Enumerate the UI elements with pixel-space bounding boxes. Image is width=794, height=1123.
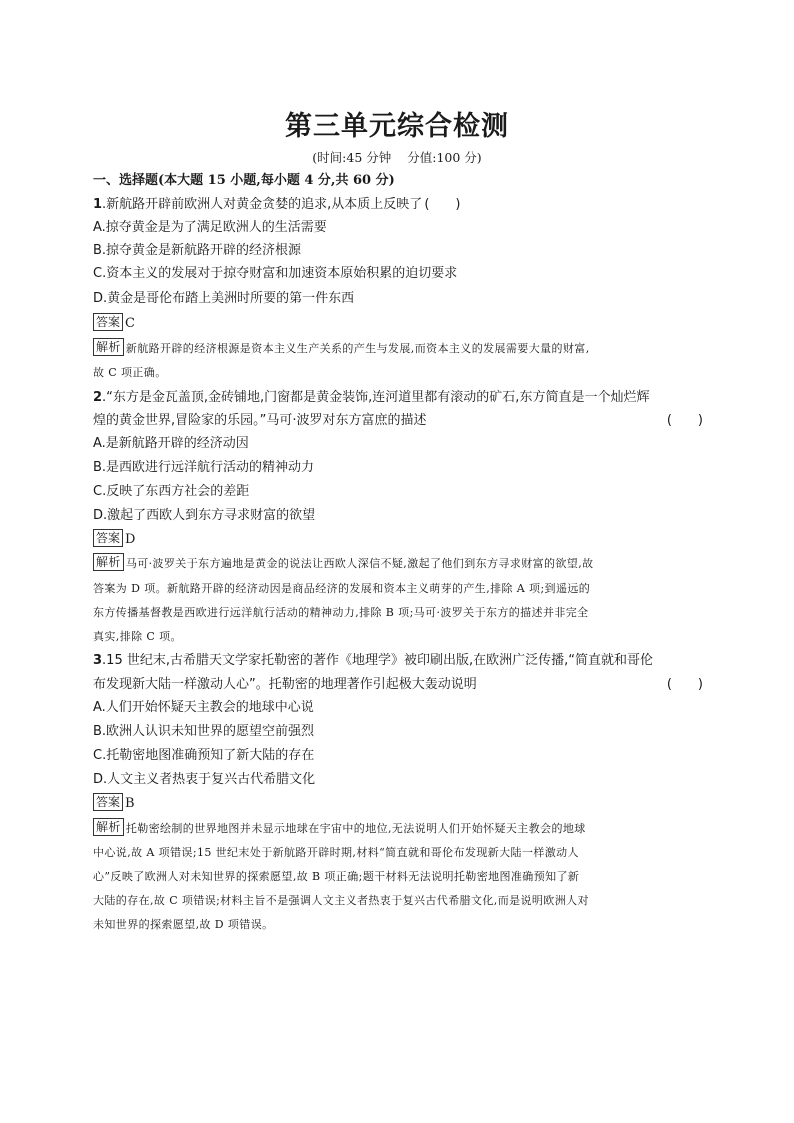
answer-blank: ( ) xyxy=(666,413,703,428)
q3-explanation-line: 未知世界的探索愿望,故 D 项错误。 xyxy=(93,918,274,931)
q2-option-d: D.激起了西欧人到东方寻求财富的欲望 xyxy=(93,508,316,523)
q3-option-c: C.托勒密地图准确预知了新大陆的存在 xyxy=(93,748,315,763)
answer-tag: 答案 xyxy=(93,529,123,547)
q1-option-c: C.资本主义的发展对于掠夺财富和加速资本原始积累的迫切要求 xyxy=(93,266,458,281)
question-3-stem-cont: 布发现新大陆一样激动人心”。托勒密的地理著作引起极大轰动说明 ( ) xyxy=(93,674,703,696)
q2-explanation-line: 真实,排除 C 项。 xyxy=(93,630,182,643)
total-score: 分值:100 分) xyxy=(407,150,482,165)
explanation-tag: 解析 xyxy=(93,818,124,836)
q2-answer: 答案 D xyxy=(93,529,703,551)
explanation-tag: 解析 xyxy=(93,553,124,571)
answer-tag: 答案 xyxy=(93,313,123,331)
q3-explanation-line: 中心说,故 A 项错误;15 世纪末处于新航路开辟时期,材料“简直就和哥伦布发现新大陆一样激动人 xyxy=(93,846,579,859)
question-1-stem: 1.新航路开辟前欧洲人对黄金贪婪的追求,从本质上反映了 ( ) xyxy=(93,197,461,212)
section-heading: 一、选择题(本大题 15 小题,每小题 4 分,共 60 分) xyxy=(93,173,395,188)
answer-blank: ( ) xyxy=(424,197,461,212)
q3-option-b: B.欧洲人认识未知世界的愿望空前强烈 xyxy=(93,724,315,739)
q2-explanation-line: 东方传播基督教是西欧进行远洋航行活动的精神动力,排除 B 项;马可·波罗关于东方的描述并非完全 xyxy=(93,606,589,619)
question-number: 1 xyxy=(93,197,103,212)
page-title: 第三单元综合检测 xyxy=(285,111,509,142)
q2-option-a: A.是新航路开辟的经济动因 xyxy=(93,436,249,451)
q2-option-c: C.反映了东西方社会的差距 xyxy=(93,484,250,499)
time-limit: (时间:45 分钟 xyxy=(312,150,392,165)
answer-tag: 答案 xyxy=(93,793,123,811)
q3-explanation-line: 大陆的存在,故 C 项错误;材料主旨不是强调人文主义者热衷于复兴古代希腊文化,而是说明欧洲人对 xyxy=(93,894,589,907)
question-2-stem-cont: 煌的黄金世界,冒险家的乐园。”马可·波罗对东方富庶的描述 ( ) xyxy=(93,410,703,432)
q1-option-b: B.掠夺黄金是新航路开辟的经济根源 xyxy=(93,243,302,258)
q3-answer: 答案 B xyxy=(93,793,703,815)
q2-explanation-line: 解析 马可·波罗关于东方遍地是黄金的说法让西欧人深信不疑,激起了他们到东方寻求财富的欲望,故 xyxy=(93,552,703,576)
answer-blank: ( ) xyxy=(666,677,703,692)
q3-explanation-line: 解析 托勒密绘制的世界地图并未显示地球在宇宙中的地位,无法说明人们开始怀疑天主教会的地球 xyxy=(93,817,703,841)
question-3-stem: 3.15 世纪末,古希腊天文学家托勒密的著作《地理学》被印刷出版,在欧洲广泛传播,“简直就和哥伦 xyxy=(93,653,653,668)
q1-answer: 答案 C xyxy=(93,313,703,335)
exam-info xyxy=(0,148,794,166)
q1-explanation-line: 解析 新航路开辟的经济根源是资本主义生产关系的产生与发展,而资本主义的发展需要大量的财富, xyxy=(93,337,703,361)
explanation-tag: 解析 xyxy=(93,338,124,356)
q2-explanation-line: 答案为 D 项。新航路开辟的经济动因是商品经济的发展和资本主义萌芽的产生,排除 A 项;到遥远的 xyxy=(93,582,591,595)
question-2-stem: 2.“东方是金瓦盖顶,金砖铺地,门窗都是黄金装饰,连河道里都有滚动的矿石,东方简直是一个灿烂辉 xyxy=(93,390,650,405)
q3-explanation-line: 心”反映了欧洲人对未知世界的探索愿望,故 B 项正确;题干材料无法说明托勒密地图准确预知了新 xyxy=(93,870,580,883)
question-number: 2 xyxy=(93,390,103,405)
q3-option-d: D.人文主义者热衷于复兴古代希腊文化 xyxy=(93,772,316,787)
q1-explanation-line: 故 C 项正确。 xyxy=(93,366,167,379)
q1-option-d: D.黄金是哥伦布踏上美洲时所要的第一件东西 xyxy=(93,291,355,306)
q1-option-a: A.掠夺黄金是为了满足欧洲人的生活需要 xyxy=(93,220,327,235)
q3-option-a: A.人们开始怀疑天主教会的地球中心说 xyxy=(93,700,314,715)
q2-option-b: B.是西欧进行远洋航行活动的精神动力 xyxy=(93,460,315,475)
question-number: 3 xyxy=(93,653,103,668)
